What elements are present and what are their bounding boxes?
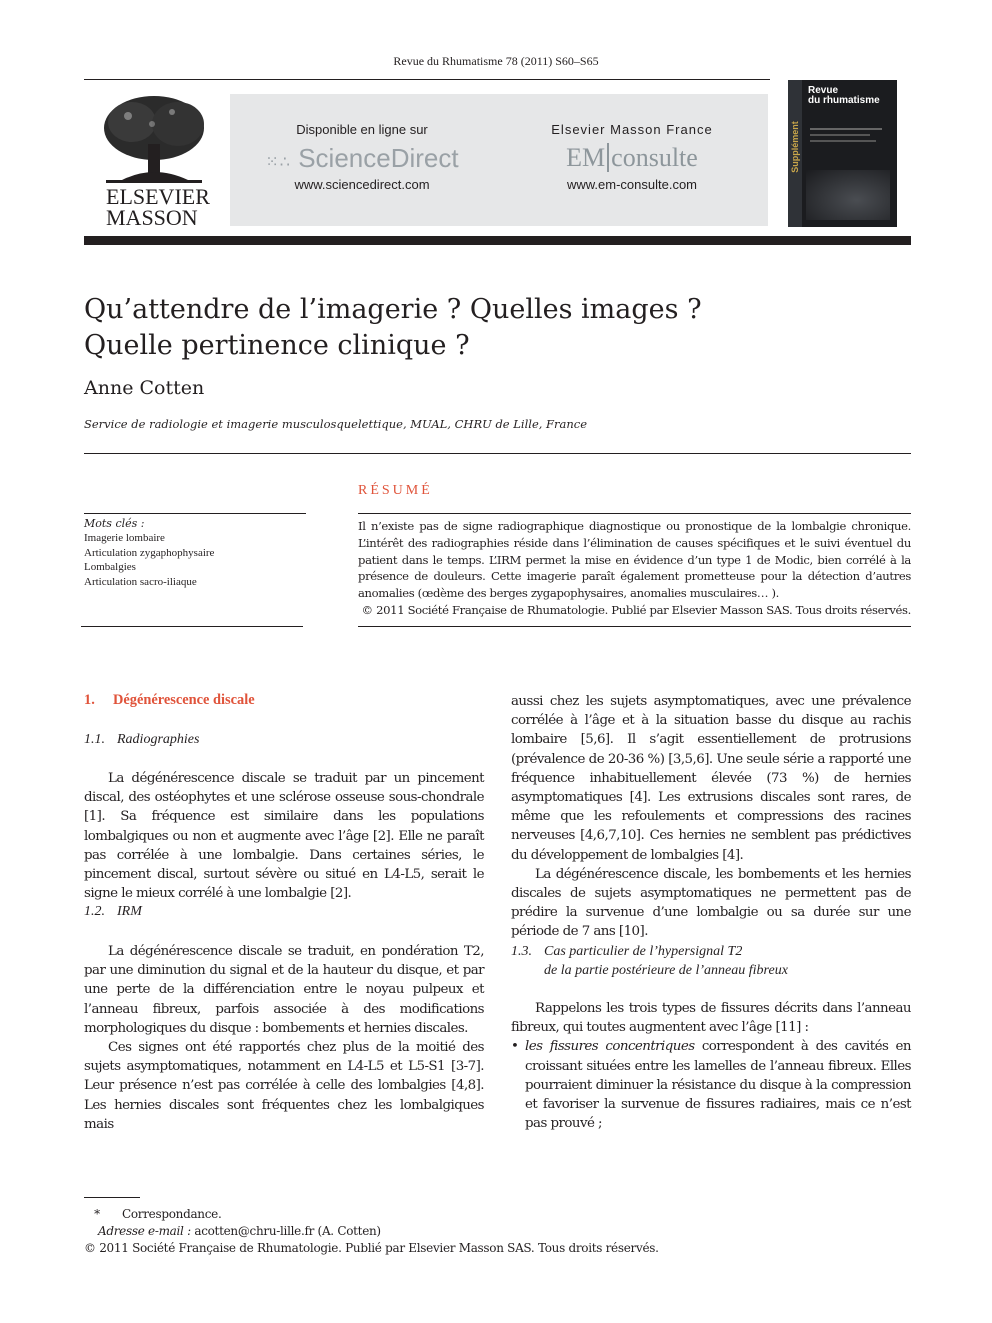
section-1-2-text (84, 942, 484, 1134)
author-affiliation: Service de radiologie et imagerie musculosquelettique, MUAL, CHRU de Lille, France (84, 417, 588, 431)
cover-title: Revue du rhumatisme (808, 85, 880, 106)
abstract-heading: RÉSUMÉ (358, 483, 433, 498)
elsevier-logo (92, 94, 216, 228)
right-column-text (511, 692, 911, 942)
paragraph: Rappelons les trois types de fissures décrits dans l’anneau fibreux, qui toutes augmentent avec l’âge [11] : (511, 1001, 911, 1036)
header-rule (84, 79, 770, 80)
sciencedirect-logo: ⁙∴ ScienceDirect (265, 143, 459, 173)
bullet-icon: • (511, 1039, 519, 1055)
paragraph: aussi chez les sujets asymptomatiques, avec une prévalence corrélée à l’âge et à la situation basse du disque au rachis lombaire [5,6]. Il s’agit essentiellement de protrusions (prévalence de 20-36 %) [3,5,6]. Une seule série a rapporté une fréquence inhabituellement élevée (73 %) de hernies asymptomatiques [4]. Les extrusions discales sont rares, de même que les refoulements et compressions des racines nerveuses [4,6,7,10]. Ces hernies ne semblent pas prédictives du développement de lombalgies [4]. (511, 694, 911, 863)
paragraph: La dégénérescence discale se traduit par un pincement discal, des ostéophytes et une sclérose osseuse sous-chondrale [1]. Sa fréquence est similaire dans les populations lombalgiques ou non et augmente avec l’âge [2]. Elle ne paraît pas corrélée à une lombalgie. Dans certaines séries, le pincement discal, surtout sévère ou situé en L4-L5, serait le signe le mieux corrélé à une lombalgie [2]. (84, 771, 484, 902)
abstract-text: Il n’existe pas de signe radiographique diagnostique ou pronostique de la lombalgie chronique. L’intérêt des radiographies réside dans l’élimination de causes spécifiques et le suivi éventuel du patient dans le temps. L’IRM permet la mise en évidence d’un type 1 de Modic, bien corrélé à la présence de douleurs. Cette imagerie paraît également prometteuse pour la détection d’autres anomalies (œdème des berges zygapophysaires, anomalies musculaires… ). (358, 519, 911, 601)
footnote: * Correspondance. Adresse e-mail : acotten@chru-lille.fr (A. Cotten) © 2011 Société Française de Rhumatologie. Publié par Elsevier Masson SAS. Tous droits réservés. (84, 1206, 784, 1257)
paragraph: Ces signes ont été rapportés chez plus de la moitié des sujets asymptomatiques, notamment en L4-L5 et L5-S1 [3-7]. Leur présence n’est pas corrélée à celle des lombalgies [4,8]. Les hernies discales sont fréquentes chez les lombalgiques mais (84, 1040, 484, 1132)
section-1-1-heading: 1.1. Radiographies (84, 732, 200, 747)
keyword-item: Imagerie lombaire (84, 532, 165, 544)
keywords-bottom-rule (81, 626, 303, 627)
keywords-label: Mots clés : (84, 517, 145, 530)
section-1-3-heading: 1.3. Cas particulier de l’hypersignal T2 de la partie postérieure de l’anneau fibreux (511, 944, 788, 978)
sciencedirect-url[interactable]: www.sciencedirect.com (294, 177, 430, 192)
journal-reference: Revue du Rhumatisme 78 (2011) S60–S65 (393, 54, 599, 68)
section-1-3-text (511, 999, 911, 1133)
availability-banner (230, 94, 768, 226)
cover-side-label: Supplément (790, 121, 800, 173)
emconsulte-block[interactable] (502, 122, 762, 192)
banner-label: Disponible en ligne sur (296, 122, 428, 137)
sciencedirect-block[interactable] (232, 122, 492, 192)
journal-cover (788, 80, 897, 227)
section-1-2-heading: 1.2. IRM (84, 904, 142, 919)
email-link[interactable]: acotten@chru-lille.fr (A. Cotten) (190, 1224, 381, 1238)
footnote-rule (84, 1197, 140, 1198)
title-rule (84, 453, 911, 454)
keyword-item: Articulation sacro-iliaque (84, 575, 197, 588)
tree-icon (92, 94, 216, 186)
keyword-item: Articulation zygaphophysaire (84, 546, 215, 559)
publisher-name-2: MASSON (106, 205, 198, 230)
paragraph: La dégénérescence discale, les bombements et les hernies discales de sujets asymptomatiques ne permettent pas de prédire la survenue d’une lombalgie ou sa durée sur une période de 7 ans [10]. (511, 866, 911, 940)
section-1-1-text (84, 769, 484, 903)
keywords-top-rule (84, 513, 306, 514)
paragraph: La dégénérescence discale se traduit, en pondération T2, par une diminution du signal et de la hauteur du disque, et par une perte de la différenciation entre le noyau pulpeux et l’anneau fibreux, parfois associée à des modifications morphologiques du disque : bombements et hernies discales. (84, 944, 484, 1036)
publisher-name: ELSEVIER (106, 184, 210, 209)
abstract-top-rule (358, 513, 911, 514)
banner-label-right: Elsevier Masson France (551, 122, 713, 137)
header-thick-bar (84, 236, 911, 245)
email-label: Adresse e-mail : (98, 1224, 191, 1238)
section-1-heading: 1. Dégénérescence discale (84, 692, 255, 708)
author-name: Anne Cotten (84, 377, 205, 399)
emconsulte-url[interactable]: www.em-consulte.com (566, 177, 698, 192)
keywords-list (84, 531, 214, 589)
footnote-star: * (94, 1207, 100, 1221)
list-item: • les fissures concentriques correspondent à des cavités en croissant situées entre les lamelles de l’anneau fibreux. Elles pourraient diminuer la résistance du disque à la compression et favoriser la survenue de fissures radiaires, mais ce n’est pas prouvé ; (511, 1039, 911, 1132)
abstract-bottom-rule (358, 626, 911, 627)
emconsulte-logo: EM consulte (566, 143, 698, 172)
dots-icon: ⁙∴ (265, 154, 291, 171)
abstract-copyright: © 2011 Société Française de Rhumatologie. Publié par Elsevier Masson SAS. Tous droits réservés. (361, 603, 911, 617)
article-title: Qu’attendre de l’imagerie ? Quelles images ? Quelle pertinence clinique ? (84, 294, 702, 361)
keyword-item: Lombalgies (84, 561, 136, 573)
footnote-copyright: © 2011 Société Française de Rhumatologie. Publié par Elsevier Masson SAS. Tous droits réservés. (84, 1241, 659, 1255)
